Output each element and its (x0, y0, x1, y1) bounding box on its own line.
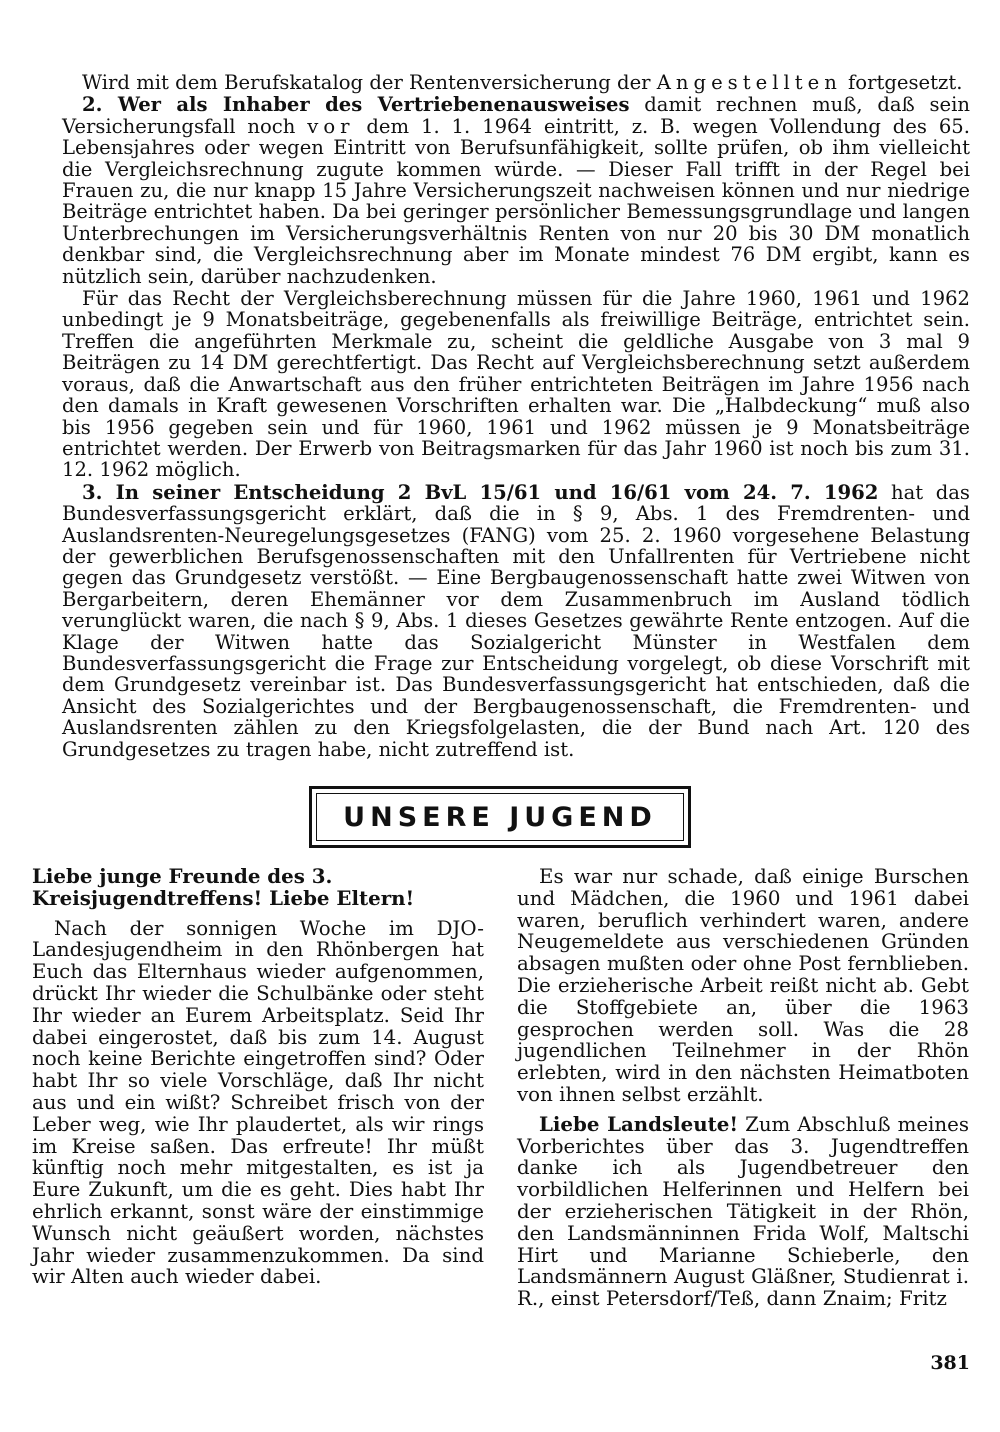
banner-frame (316, 793, 684, 841)
right-paragraph-2 (517, 1111, 969, 1311)
left-column (32, 866, 484, 1288)
text: hat das Bundesverfassungsgericht erklärt, daß die in § 9, Abs. 1 des Fremdrenten- und Auslandsrenten-Neuregelungsgesetzes (FANG) vom 25. 2. 1960 vorgesehene Belastung der gewerblichen Berufsgenossenschaften mit den Unfallrenten für Vertriebene nicht gegen das Grundgesetz verstößt. — Eine Bergbaugenossenschaft hatte zwei Witwen von Bergarbeitern, deren Ehemänner vor dem Zusammenbruch im Ausland tödlich verunglückt waren, die nach § 9, Abs. 1 dieses Gesetzes gewährte Rente entzogen. Auf die Klage der Witwen hatte das Sozialgericht Münster in Westfalen dem Bundesverfassungsgericht die Frage zur Entscheidung vorgelegt, ob diese Vorschrift mit dem Grundgesetz vereinbar ist. Das Bundesverfassungsgericht hat entschieden, daß die Ansicht des Sozialgerichtes und der Bergbaugenossenschaft, die Fremdrenten- und Auslandsrenten zählen zu den Kriegsfolgelasten, die der Bund nach Art. 120 des Grundgesetzes zu tragen habe, nicht zutreffend ist. (62, 480, 970, 761)
left-paragraph: Nach der sonnigen Woche im DJO-Landesjugendheim in den Rhönbergen hat Euch das Elternhaus wieder aufgenommen, drückt Ihr wieder die Schulbänke oder steht Ihr wieder an Eurem Arbeitsplatz. Seid Ihr dabei eingerostet, daß bis zum 14. August noch keine Berichte eingetroffen sind? Oder habt Ihr so viele Vorschläge, daß Ihr nicht aus und ein wißt? Schreibet frisch von der Leber weg, wie Ihr plaudertet, als wir rings im Kreise saßen. Das erfreute! Ihr müßt künftig noch mehr mitgestalten, es ist ja Eure Zukunft, um die es geht. Dies habt Ihr ehrlich erkannt, sonst wäre der einstimmige Wunsch nicht geäußert worden, nächstes Jahr wieder zusammenzukommen. Da sind wir Alten auch wieder dabei. (32, 916, 484, 1289)
bold-lead: In seiner Entscheidung 2 BvL 15/61 und 16/61 vom 24. 7. 1962 (115, 480, 879, 504)
paragraph-3: Für das Recht der Vergleichsberechnung müssen für die Jahre 1960, 1961 und 1962 unbedingt je 9 Monatsbeiträge, gegebenenfalls als freiwillige Beiträge, entrichtet sein. Treffen die angeführten Merkmale zu, scheint die geldliche Ausgabe von 3 mal 9 Beiträgen zu 14 DM gerechtfertigt. Das Recht auf Vergleichsberechnung setzt außerdem voraus, daß die Anwartschaft aus den früher entrichteten Beiträgen im Jahre 1956 nach den damals in Kraft gewesenen Vorschriften erhalten war. Die „Halbdeckung“ muß also bis 1956 gegeben sein und für 1960, 1961 und 1962 müssen je 9 Monatsbeiträge entrichtet werden. Der Erwerb von Beitragsmarken für das Jahr 1960 ist noch bis zum 31. 12. 1962 möglich. (62, 287, 970, 482)
section-title: UNSERE JUGEND (343, 801, 657, 833)
page-number: 381 (930, 1352, 970, 1374)
item-number: 2. (82, 93, 118, 117)
text: Wird mit dem Berufskatalog der Rentenversicherung der (82, 71, 657, 94)
text: Zum Abschluß meines Vorberichtes über das 3. Jugendtreffen danke ich als Jugendbetreuer den vorbildlichen Helferinnen und Helfern bei der erzieherischen Tätigkeit in der Rhön, den Landsmänninnen Frida Wolf, Maltschi Hirt und Marianne Schieberle, den Landsmännern August Gläßner, Studienrat i. R., einst Petersdorf/Teß, dann Znaim; Fritz (517, 1112, 969, 1311)
right-paragraph-1: Es war nur schade, daß einige Burschen und Mädchen, die 1960 und 1961 dabei waren, beruflich verhindert waren, andere Neugemeldete aus verschiedenen Gründen absagen mußten oder ohne Post fernblieben. Die erzieherische Arbeit reißt nicht ab. Gebt die Stoffgebiete an, über die 1963 gesprochen werden soll. Was die 28 jugendlichen Teilnehmer in der Rhön erlebten, wird in den nächsten Heimatboten von ihnen selbst erzählt. (517, 865, 969, 1106)
column-heading: Liebe junge Freunde des 3. Kreisjugendtreffens! Liebe Eltern! (32, 864, 415, 910)
paragraph-1 (62, 72, 970, 93)
text: fortgesetzt. (841, 71, 963, 94)
bold-lead: Wer als Inhaber des Vertriebenenausweises (117, 93, 630, 117)
text: dem 1. 1. 1964 eintritt, z. B. wegen Vollendung des 65. Lebensjahres oder wegen Eintritt von Berufsunfähigkeit, sollte prüfen, ob ihm vielleicht die Vergleichsrechnung zugute kommen würde. — Dieser Fall trifft in der Regel bei Frauen zu, die nur knapp 15 Jahre Versicherungszeit nachweisen können und nur niedrige Beiträge entrichtet haben. Da bei geringer persönlicher Bemessungsgrundlage und langen Unterbrechungen im Versicherungsverhältnis Renten von nur 20 bis 30 DM monatlich denkbar sind, die Vergleichsrechnung aber im Monate mindest 76 DM ergibt, kann es nützlich sein, darüber nachzudenken. (62, 114, 970, 288)
article-top (62, 72, 970, 760)
spaced-text: vor (307, 114, 355, 138)
text: damit rechnen muß, daß sein Versicherungsfall noch (62, 93, 970, 138)
bold-lead: Liebe Landsleute! (539, 1111, 739, 1136)
paragraph-2 (62, 94, 970, 287)
paragraph-4 (62, 482, 970, 760)
right-column (517, 866, 969, 1310)
section-banner (309, 786, 691, 848)
item-number: 3. (82, 480, 116, 504)
spaced-text: Angestellten (656, 71, 842, 94)
